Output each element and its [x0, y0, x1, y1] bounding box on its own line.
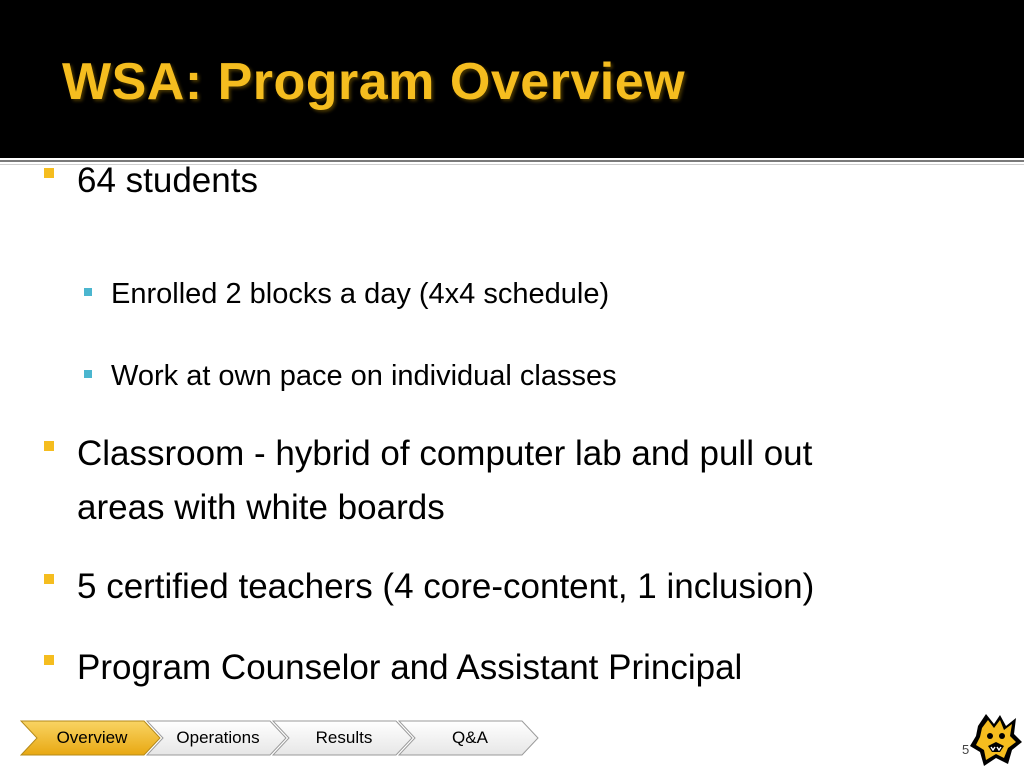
- bullet-text: Enrolled 2 blocks a day (4x4 schedule): [111, 278, 610, 310]
- bullet-students: [44, 154, 258, 208]
- square-bullet-icon: [44, 441, 54, 451]
- square-bullet-icon: [84, 288, 92, 296]
- nav-item-operations[interactable]: [146, 720, 288, 756]
- slide-title: WSA: Program Overview: [62, 53, 686, 111]
- bullet-text: Work at own pace on individual classes: [111, 360, 617, 392]
- nav-label: Overview: [56, 728, 128, 747]
- sub-bullet-enrolled: [84, 276, 609, 312]
- bullet-text: [77, 427, 812, 535]
- bullet-text: 5 certified teachers (4 core-content, 1 inclusion): [77, 567, 815, 606]
- bullet-text: 64 students: [77, 161, 258, 200]
- bullet-teachers: [44, 560, 814, 614]
- nav-label: Q&A: [452, 728, 488, 747]
- bullet-line: areas with white boards: [77, 488, 445, 527]
- title-bar: [0, 0, 1024, 158]
- bullet-text: Program Counselor and Assistant Principal: [77, 648, 743, 687]
- square-bullet-icon: [84, 370, 92, 378]
- bullet-line: Classroom - hybrid of computer lab and pull out: [77, 434, 813, 473]
- nav-item-results[interactable]: [272, 720, 414, 756]
- wildcat-mascot-logo-icon: [968, 712, 1024, 768]
- square-bullet-icon: [44, 168, 54, 178]
- nav-label: Operations: [176, 728, 260, 747]
- bullet-classroom: [44, 427, 812, 535]
- sub-bullet-pace: [84, 358, 617, 394]
- nav-label: Results: [315, 728, 373, 747]
- nav-item-qa[interactable]: [398, 720, 540, 756]
- square-bullet-icon: [44, 574, 54, 584]
- nav-item-overview[interactable]: [20, 720, 162, 756]
- bullet-staff: [44, 641, 742, 695]
- square-bullet-icon: [44, 655, 54, 665]
- page-number: 5: [962, 742, 970, 757]
